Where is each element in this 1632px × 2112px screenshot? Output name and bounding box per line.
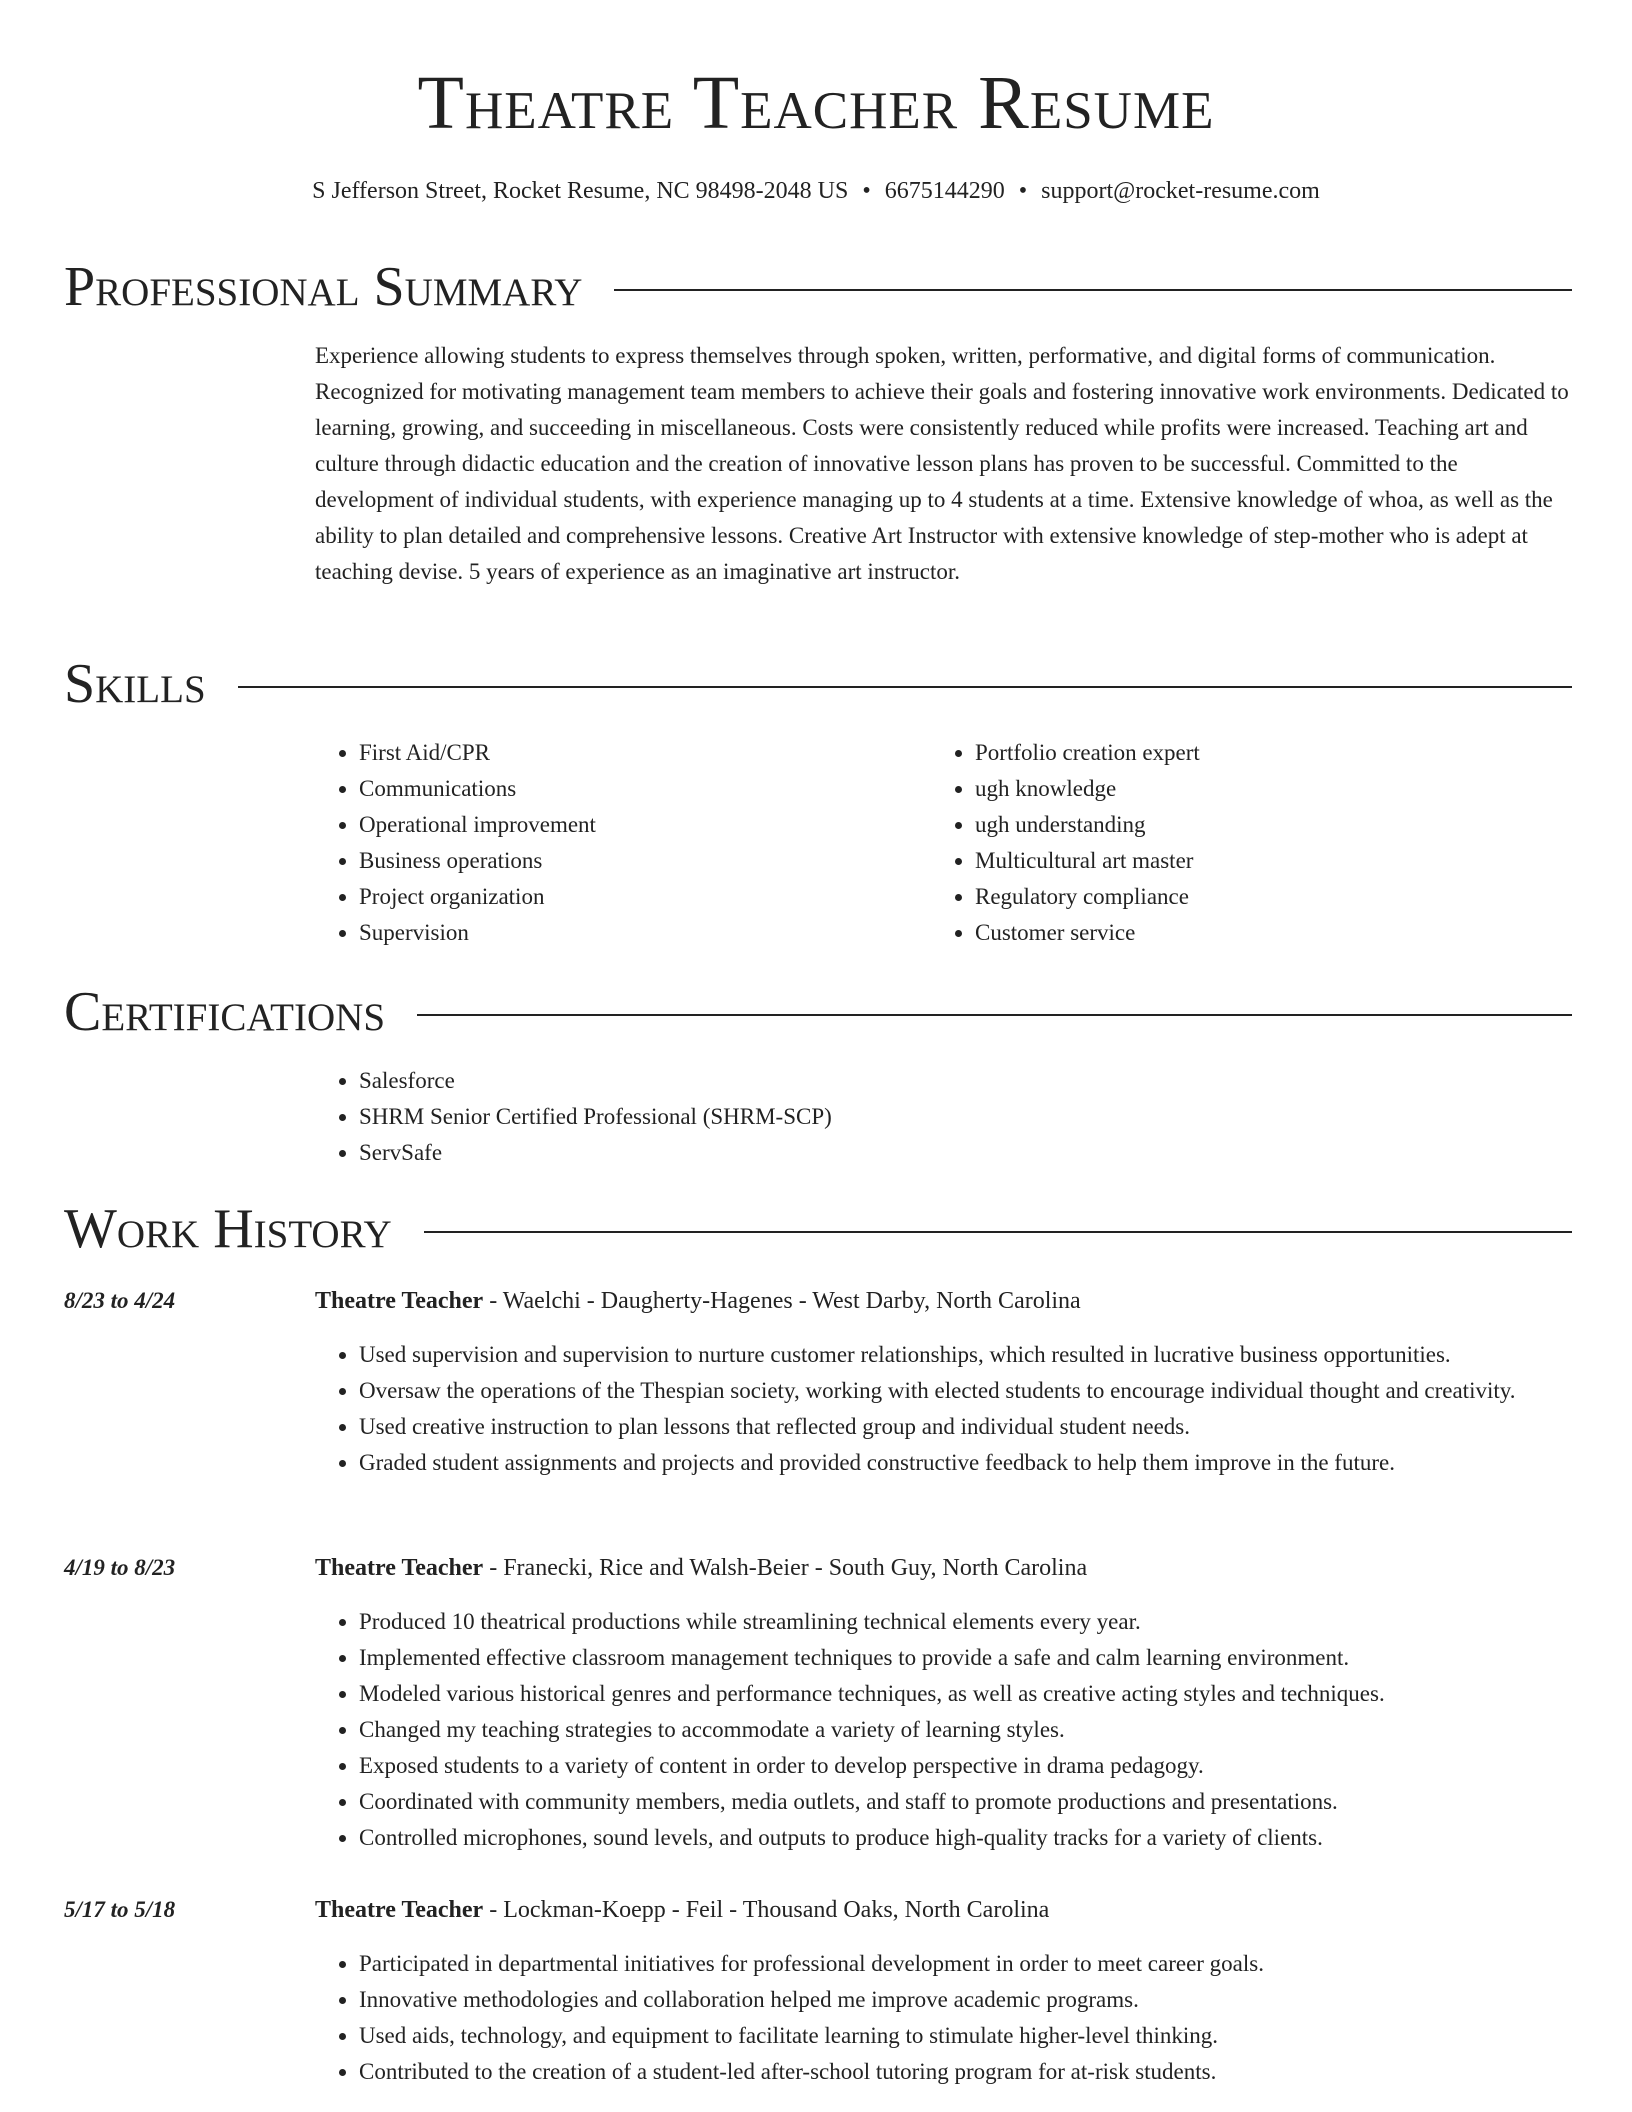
job-bullet: • Participated in departmental initiatives for professional development in order to meet career goals. — [359, 1946, 1571, 1982]
certifications-heading: Certifications — [64, 981, 386, 1043]
section-divider — [417, 1014, 1572, 1016]
certification-item: • Salesforce — [359, 1063, 1571, 1099]
job-bullet: • Changed my teaching strategies to accommodate a variety of learning styles. — [359, 1712, 1571, 1748]
skills-list-left — [315, 735, 915, 951]
job-bullet: • Produced 10 theatrical productions while streamlining technical elements every year. — [359, 1604, 1571, 1640]
job-bullet: • Controlled microphones, sound levels, and outputs to produce high-quality tracks for a variety of clients. — [359, 1820, 1571, 1856]
job-bullet: • Exposed students to a variety of content in order to develop perspective in drama pedagogy. — [359, 1748, 1571, 1784]
job-bullet: • Graded student assignments and projects and provided constructive feedback to help them improve in the future. — [359, 1445, 1571, 1481]
summary-heading: Professional Summary — [64, 256, 583, 318]
contact-separator: • — [862, 178, 871, 204]
certifications-list — [315, 1063, 1571, 1171]
job-bullet: • Oversaw the operations of the Thespian society, working with elected students to encourage individual thought and creativity. — [359, 1373, 1571, 1409]
skill-item: • Supervision — [359, 915, 915, 951]
skill-item: • Multicultural art master — [975, 843, 1531, 879]
job-bullet: • Modeled various historical genres and performance techniques, as well as creative acting styles and techniques. — [359, 1676, 1571, 1712]
job-header — [315, 1283, 1571, 1319]
job-bullet: • Implemented effective classroom management techniques to provide a safe and calm learning environment. — [359, 1640, 1571, 1676]
section-divider — [238, 686, 1572, 688]
skill-item: • Regulatory compliance — [975, 879, 1531, 915]
job-header — [315, 1550, 1571, 1586]
skill-item: • Portfolio creation expert — [975, 735, 1531, 771]
job-title: Theatre Teacher — [315, 1288, 484, 1314]
summary-text: Experience allowing students to express themselves through spoken, written, performative, and digital forms of communication. Recognized for motivating management team members to achieve their goals and fostering innovative work environments. Dedicated to learning, growing, and succeeding in miscellaneous. Costs were consistently reduced while profits were increased. Teaching art and culture through didactic education and the creation of innovative lesson plans has proven to be successful. Committed to the development of individual students, with experience managing up to 4 students at a time. Extensive knowledge of whoa, as well as the ability to plan detailed and comprehensive lessons. Creative Art Instructor with extensive knowledge of step-mother who is adept at teaching devise. 5 years of experience as an imaginative art instructor. — [315, 343, 1569, 584]
skill-item: • First Aid/CPR — [359, 735, 915, 771]
contact-phone: 6675144290 — [884, 178, 1005, 204]
certification-item: • SHRM Senior Certified Professional (SHRM-SCP) — [359, 1099, 1571, 1135]
contact-line — [0, 174, 1632, 208]
skill-item: • Operational improvement — [359, 807, 915, 843]
skill-item: • Communications — [359, 771, 915, 807]
contact-email: support@rocket-resume.com — [1041, 178, 1320, 204]
skill-item: • ugh knowledge — [975, 771, 1531, 807]
certifications-section-header — [64, 980, 1572, 1044]
job-bullet: • Used creative instruction to plan lessons that reflected group and individual student needs. — [359, 1409, 1571, 1445]
contact-separator: • — [1018, 178, 1028, 204]
job-dates: 5/17 to 5/18 — [64, 1897, 176, 1922]
contact-address: S Jefferson Street, Rocket Resume, NC 98498-2048 US — [312, 178, 849, 204]
job-bullet: • Contributed to the creation of a student-led after-school tutoring program for at-risk students. — [359, 2054, 1571, 2090]
job-employer: - Franecki, Rice and Walsh-Beier - South Guy, North Carolina — [483, 1555, 1088, 1581]
job-header — [315, 1892, 1571, 1928]
job-employer: - Lockman-Koepp - Feil - Thousand Oaks, North Carolina — [483, 1897, 1050, 1923]
skill-item: • ugh understanding — [975, 807, 1531, 843]
job-dates: 4/19 to 8/23 — [64, 1555, 176, 1580]
skill-item: • Customer service — [975, 915, 1531, 951]
job-bullets — [315, 1337, 1571, 1481]
job-bullet: • Coordinated with community members, media outlets, and staff to promote productions and presentations. — [359, 1784, 1571, 1820]
section-divider — [424, 1231, 1572, 1233]
skill-item: • Project organization — [359, 879, 915, 915]
work-history-heading: Work History — [64, 1198, 392, 1260]
job-title: Theatre Teacher — [315, 1555, 484, 1581]
certification-item: • ServSafe — [359, 1135, 1571, 1171]
job-bullets — [315, 1604, 1571, 1856]
job-bullet: • Innovative methodologies and collaboration helped me improve academic programs. — [359, 1982, 1571, 2018]
job-dates: 8/23 to 4/24 — [64, 1288, 176, 1313]
skills-section-header — [64, 652, 1572, 716]
summary-section-header — [64, 255, 1572, 319]
job-title: Theatre Teacher — [315, 1897, 484, 1923]
work-history-section-header — [64, 1197, 1572, 1261]
skills-heading: Skills — [64, 653, 206, 715]
resume-title: Theatre Teacher Resume — [417, 61, 1215, 145]
job-bullet: • Used supervision and supervision to nurture customer relationships, which resulted in lucrative business opportunities. — [359, 1337, 1571, 1373]
job-bullets — [315, 1946, 1571, 2090]
skills-list-right — [931, 735, 1531, 951]
job-bullet: • Used aids, technology, and equipment to facilitate learning to stimulate higher-level thinking. — [359, 2018, 1571, 2054]
job-employer: - Waelchi - Daugherty-Hagenes - West Darby, North Carolina — [483, 1288, 1081, 1314]
section-divider — [614, 289, 1572, 291]
skill-item: • Business operations — [359, 843, 915, 879]
